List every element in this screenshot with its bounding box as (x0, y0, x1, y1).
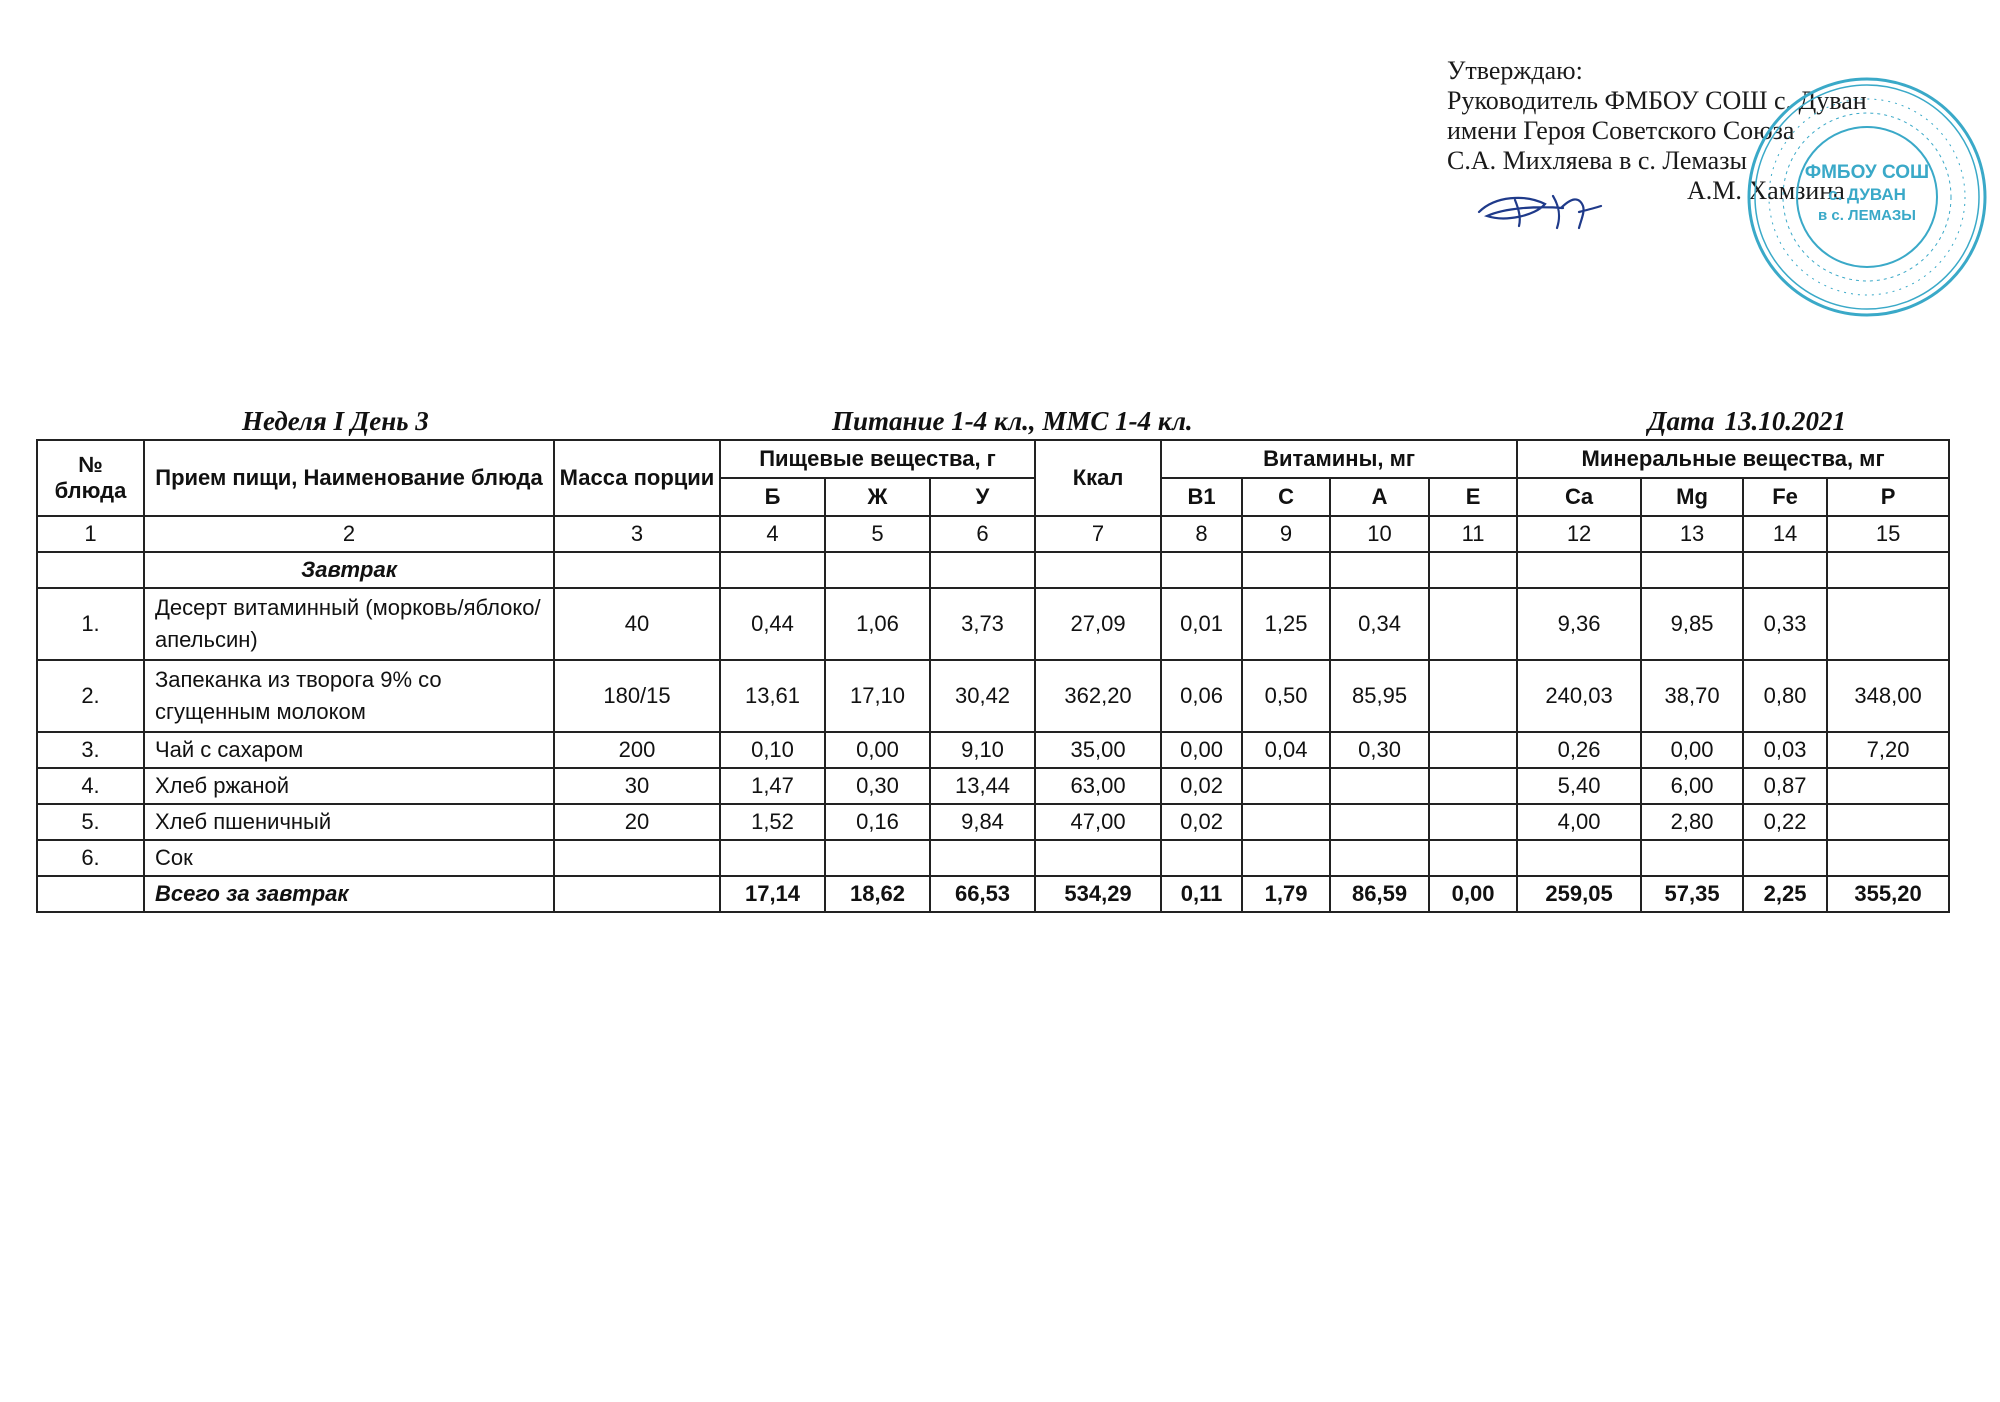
cell-b: 0,44 (720, 588, 825, 660)
cell-fe: 0,03 (1743, 732, 1827, 768)
cell-mass: 20 (554, 804, 720, 840)
cell-mass (554, 876, 720, 912)
cell-a (1330, 804, 1429, 840)
cell-p (1827, 840, 1949, 876)
cell-num: 2. (37, 660, 144, 732)
cell-zh: 0,30 (825, 768, 930, 804)
section-title: Завтрак (144, 552, 554, 588)
cell-mass: 180/15 (554, 660, 720, 732)
cell-u: 3,73 (930, 588, 1035, 660)
column-number: 1 (37, 516, 144, 552)
col-header-meal: Прием пищи, Наименование блюда (144, 440, 554, 516)
cell-mass: 40 (554, 588, 720, 660)
stamp-center-line: ФМБОУ СОШ (1804, 162, 1930, 183)
section-row (37, 552, 1949, 588)
column-number: 9 (1242, 516, 1330, 552)
date-value: 13.10.2021 (1724, 406, 1846, 436)
cell-zh: 18,62 (825, 876, 930, 912)
cell-u: 30,42 (930, 660, 1035, 732)
cell-a (1330, 768, 1429, 804)
cell-p (1827, 588, 1949, 660)
cell-e (1429, 768, 1517, 804)
column-number-row (37, 516, 1949, 552)
menu-table (36, 439, 1950, 913)
cell-b: 1,47 (720, 768, 825, 804)
cell-c (1242, 804, 1330, 840)
cell-mg: 6,00 (1641, 768, 1743, 804)
cell-zh: 0,00 (825, 732, 930, 768)
cell-kcal: 35,00 (1035, 732, 1161, 768)
cell-num: 3. (37, 732, 144, 768)
cell-a: 85,95 (1330, 660, 1429, 732)
column-number: 2 (144, 516, 554, 552)
cell-mg: 0,00 (1641, 732, 1743, 768)
cell-e (1429, 732, 1517, 768)
cell-b1: 0,01 (1161, 588, 1242, 660)
col-header-p: P (1827, 478, 1949, 516)
cell-b: 13,61 (720, 660, 825, 732)
cell-b1 (1161, 840, 1242, 876)
cell-c: 0,04 (1242, 732, 1330, 768)
cell-zh: 0,16 (825, 804, 930, 840)
cell-kcal: 27,09 (1035, 588, 1161, 660)
column-number: 8 (1161, 516, 1242, 552)
cell-c: 1,79 (1242, 876, 1330, 912)
stamp-center-line: с. ДУВАН (1828, 185, 1906, 204)
approval-line: Утверждаю: (1447, 56, 1583, 85)
cell-e (1429, 804, 1517, 840)
cell-zh (825, 840, 930, 876)
col-header-num: № блюда (37, 440, 144, 516)
cell-name: Хлеб пшеничный (144, 804, 554, 840)
cell-b (720, 840, 825, 876)
column-number: 10 (1330, 516, 1429, 552)
cell-name: Всего за завтрак (144, 876, 554, 912)
cell-p (1827, 768, 1949, 804)
cell-name: Хлеб ржаной (144, 768, 554, 804)
signature-icon (1475, 182, 1605, 232)
cell-p: 355,20 (1827, 876, 1949, 912)
cell-fe: 0,33 (1743, 588, 1827, 660)
approval-line: С.А. Михляева в с. Лемазы (1447, 146, 1747, 175)
approval-line: Руководитель ФМБОУ СОШ с. Дуван (1447, 86, 1867, 115)
cell-e (1429, 840, 1517, 876)
cell-b1: 0,11 (1161, 876, 1242, 912)
cell-num: 1. (37, 588, 144, 660)
table-row (37, 768, 1949, 804)
cell-p: 7,20 (1827, 732, 1949, 768)
cell-a: 86,59 (1330, 876, 1429, 912)
cell-a: 0,34 (1330, 588, 1429, 660)
cell-e (1429, 588, 1517, 660)
cell-name: Десерт витаминный (морковь/яблоко/апельсин) (144, 588, 554, 660)
col-header-e: E (1429, 478, 1517, 516)
week-day-label: Неделя I День 3 (242, 406, 429, 436)
cell-zh: 17,10 (825, 660, 930, 732)
column-number: 13 (1641, 516, 1743, 552)
cell-ca: 4,00 (1517, 804, 1641, 840)
col-header-c: C (1242, 478, 1330, 516)
cell-ca: 240,03 (1517, 660, 1641, 732)
date-heading (1648, 406, 1846, 436)
cell-u (930, 840, 1035, 876)
header-row (37, 440, 1949, 478)
cell-c (1242, 768, 1330, 804)
col-header-ca: Ca (1517, 478, 1641, 516)
cell-mg: 57,35 (1641, 876, 1743, 912)
column-number: 15 (1827, 516, 1949, 552)
column-number: 5 (825, 516, 930, 552)
cell-name: Сок (144, 840, 554, 876)
col-header-nutrients: Пищевые вещества, г (720, 440, 1035, 478)
cell-kcal: 534,29 (1035, 876, 1161, 912)
table-row (37, 732, 1949, 768)
cell-e (1429, 660, 1517, 732)
cell-ca: 0,26 (1517, 732, 1641, 768)
cell-mg: 38,70 (1641, 660, 1743, 732)
col-header-u: У (930, 478, 1035, 516)
approval-line: имени Героя Советского Союза (1447, 116, 1795, 145)
cell-name: Чай с сахаром (144, 732, 554, 768)
cell-zh: 1,06 (825, 588, 930, 660)
column-number: 14 (1743, 516, 1827, 552)
cell-a: 0,30 (1330, 732, 1429, 768)
col-header-kcal: Ккал (1035, 440, 1161, 516)
col-header-a: A (1330, 478, 1429, 516)
cell-fe: 0,87 (1743, 768, 1827, 804)
col-header-vitamins: Витамины, мг (1161, 440, 1517, 478)
cell-ca: 259,05 (1517, 876, 1641, 912)
cell-b: 17,14 (720, 876, 825, 912)
column-number: 7 (1035, 516, 1161, 552)
cell-b1: 0,02 (1161, 768, 1242, 804)
cell-e: 0,00 (1429, 876, 1517, 912)
col-header-b: Б (720, 478, 825, 516)
nutrition-group-label: Питание 1-4 кл., ММС 1-4 кл. (832, 406, 1193, 436)
cell-num (37, 876, 144, 912)
cell-u: 9,10 (930, 732, 1035, 768)
cell-b: 1,52 (720, 804, 825, 840)
cell-mg: 2,80 (1641, 804, 1743, 840)
col-header-minerals: Минеральные вещества, мг (1517, 440, 1949, 478)
cell-num: 5. (37, 804, 144, 840)
cell-kcal (1035, 840, 1161, 876)
cell-kcal: 362,20 (1035, 660, 1161, 732)
cell-b1: 0,06 (1161, 660, 1242, 732)
cell-num: 6. (37, 840, 144, 876)
cell-mass: 200 (554, 732, 720, 768)
cell-b1: 0,02 (1161, 804, 1242, 840)
col-header-zh: Ж (825, 478, 930, 516)
column-number: 12 (1517, 516, 1641, 552)
table-row (37, 840, 1949, 876)
cell-a (1330, 840, 1429, 876)
cell-mg (1641, 840, 1743, 876)
col-header-b1: B1 (1161, 478, 1242, 516)
cell-c: 0,50 (1242, 660, 1330, 732)
cell-p (1827, 804, 1949, 840)
cell-fe: 2,25 (1743, 876, 1827, 912)
cell-c (1242, 840, 1330, 876)
column-number: 4 (720, 516, 825, 552)
cell-u: 13,44 (930, 768, 1035, 804)
cell-name: Запеканка из творога 9% со сгущенным молоком (144, 660, 554, 732)
cell-b1: 0,00 (1161, 732, 1242, 768)
cell-mass (554, 840, 720, 876)
column-number: 3 (554, 516, 720, 552)
cell-ca (1517, 840, 1641, 876)
date-label: Дата (1648, 406, 1715, 436)
table-row (37, 660, 1949, 732)
cell-mass: 30 (554, 768, 720, 804)
cell-ca: 5,40 (1517, 768, 1641, 804)
cell-fe (1743, 840, 1827, 876)
cell-fe: 0,80 (1743, 660, 1827, 732)
cell-u: 66,53 (930, 876, 1035, 912)
cell-c: 1,25 (1242, 588, 1330, 660)
col-header-mass: Масса порции (554, 440, 720, 516)
table-row (37, 804, 1949, 840)
col-header-mg: Mg (1641, 478, 1743, 516)
cell-ca: 9,36 (1517, 588, 1641, 660)
stamp-center-line: в с. ЛЕМАЗЫ (1817, 207, 1917, 224)
col-header-fe: Fe (1743, 478, 1827, 516)
cell-mg: 9,85 (1641, 588, 1743, 660)
cell-p: 348,00 (1827, 660, 1949, 732)
cell-u: 9,84 (930, 804, 1035, 840)
cell-num: 4. (37, 768, 144, 804)
total-row (37, 876, 1949, 912)
stamp-seal-icon (1742, 72, 1992, 322)
signer-name: А.М. Хамзина (1687, 176, 1845, 205)
table-row (37, 588, 1949, 660)
cell-b: 0,10 (720, 732, 825, 768)
column-number: 11 (1429, 516, 1517, 552)
cell-fe: 0,22 (1743, 804, 1827, 840)
cell-kcal: 47,00 (1035, 804, 1161, 840)
column-number: 6 (930, 516, 1035, 552)
cell-kcal: 63,00 (1035, 768, 1161, 804)
